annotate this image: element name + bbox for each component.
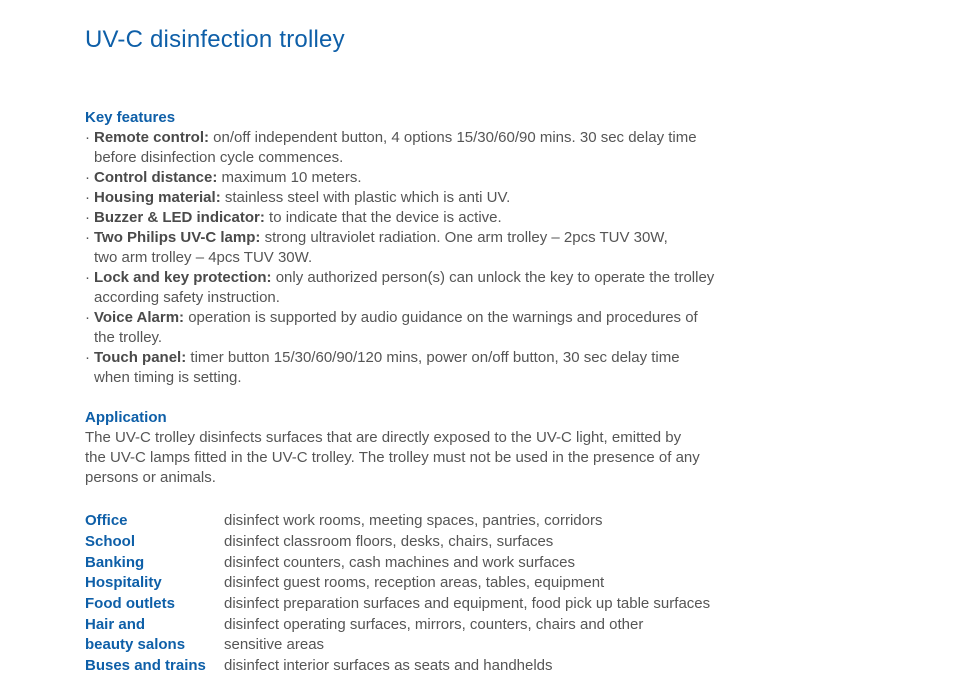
table-row: Hair and beauty salons disinfect operating surfaces, mirrors, counters, chairs and other sensitive areas [85,615,644,653]
feature-item: · Voice Alarm: operation is supported by audio guidance on the warnings and procedures of the trolley. [85,309,698,346]
key-features-heading: Key features [85,109,176,126]
feature-item: · Housing material: stainless steel with plastic which is anti UV. [85,189,511,206]
table-row: Buses and trains disinfect interior surfaces as seats and handhelds [85,656,553,674]
table-row: Food outlets disinfect preparation surfaces and equipment, food pick up table surfaces [85,595,711,613]
table-row: Banking disinfect counters, cash machines and work surfaces [85,553,575,571]
feature-item: · Remote control: on/off independent button, 4 options 15/30/60/90 mins. 30 sec delay time before disinfection cycle commences. [85,129,697,166]
feature-item: · Touch panel: timer button 15/30/60/90/120 mins, power on/off button, 30 sec delay time when timing is setting. [85,349,680,386]
application-description: The UV-C trolley disinfects surfaces that are directly exposed to the UV-C light, emitted by the UV-C lamps fitted in the UV-C trolley. The trolley must not be used in the presence of any persons or animals. [85,429,700,486]
feature-item: · Two Philips UV-C lamp: strong ultraviolet radiation. One arm trolley – 2pcs TUV 30W, two arm trolley – 4pcs TUV 30W. [85,229,668,266]
feature-item: · Control distance: maximum 10 meters. [85,169,362,186]
key-features-list [85,128,775,388]
application-table [85,511,775,676]
page-title: UV-C disinfection trolley [85,26,345,53]
feature-item: · Lock and key protection: only authorized person(s) can unlock the key to operate the trolley according safety instruction. [85,269,715,306]
table-row: School disinfect classroom floors, desks, chairs, surfaces [85,532,554,550]
table-row: Office disinfect work rooms, meeting spaces, pantries, corridors [85,512,603,529]
feature-item: · Buzzer & LED indicator: to indicate that the device is active. [85,209,502,226]
application-heading: Application [85,409,167,426]
table-row: Hospitality disinfect guest rooms, reception areas, tables, equipment [85,574,605,592]
